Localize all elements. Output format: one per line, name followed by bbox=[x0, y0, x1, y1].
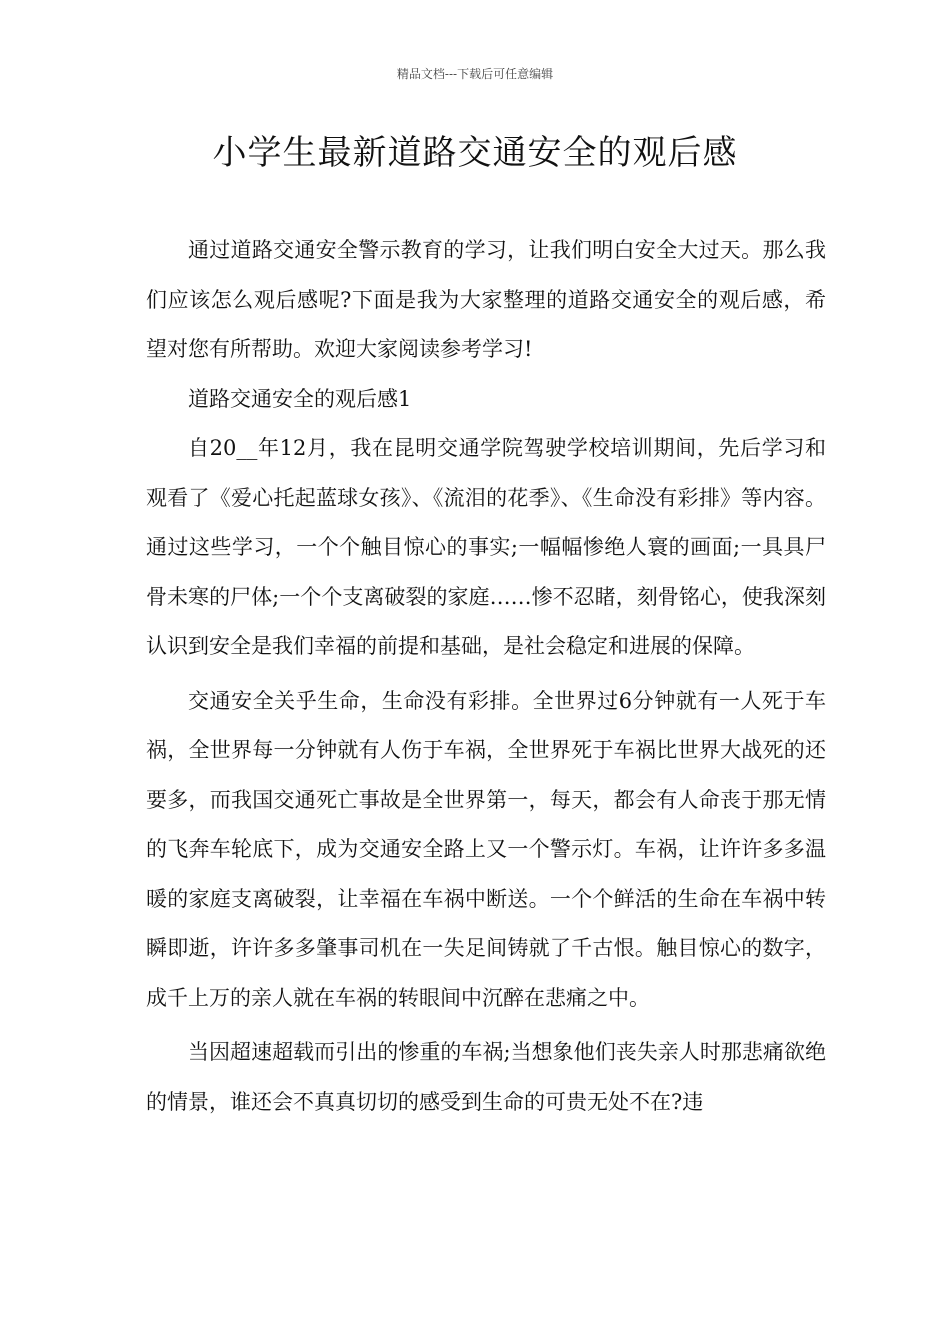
document-body bbox=[146, 226, 826, 1127]
body-paragraph: 当因超速超载而引出的惨重的车祸;当想象他们丧失亲人时那悲痛欲绝的情景，谁还会不真真切切的感受到生命的可贵无处不在?违 bbox=[146, 1040, 826, 1114]
document-title: 小学生最新道路交通安全的观后感 bbox=[212, 133, 738, 173]
body-paragraph: 交通安全关乎生命，生命没有彩排。全世界过6分钟就有一人死于车祸，全世界每一分钟就有人伤于车祸，全世界死于车祸比世界大战死的还要多，而我国交通死亡事故是全世界第一，每天，都会有人命丧于那无情的飞奔车轮底下，成为交通安全路上又一个警示灯。车祸，让许许多多温暖的家庭支离破裂，让幸福在车祸中断送。一个个鲜活的生命在车祸中转瞬即逝，许许多多肇事司机在一失足间铸就了千古恨。触目惊心的数字，成千上万的亲人就在车祸的转眼间中沉醉在悲痛之中。 bbox=[146, 688, 826, 1010]
intro-paragraph: 通过道路交通安全警示教育的学习，让我们明白安全大过天。那么我们应该怎么观后感呢?下面是我为大家整理的道路交通安全的观后感，希望对您有所帮助。欢迎大家阅读参考学习! bbox=[146, 238, 826, 361]
document-header-note: 精品文档---下载后可任意编辑 bbox=[396, 67, 554, 81]
section-heading: 道路交通安全的观后感1 bbox=[188, 386, 412, 411]
body-paragraph: 自20__年12月，我在昆明交通学院驾驶学校培训期间，先后学习和观看了《爱心托起蓝球女孩》、《流泪的花季》、《生命没有彩排》等内容。通过这些学习，一个个触目惊心的事实;一幅幅惨绝人寰的画面;一具具尸骨未寒的尸体;一个个支离破裂的家庭……惨不忍睹，刻骨铭心，使我深刻认识到安全是我们幸福的前提和基础，是社会稳定和进展的保障。 bbox=[146, 436, 826, 658]
